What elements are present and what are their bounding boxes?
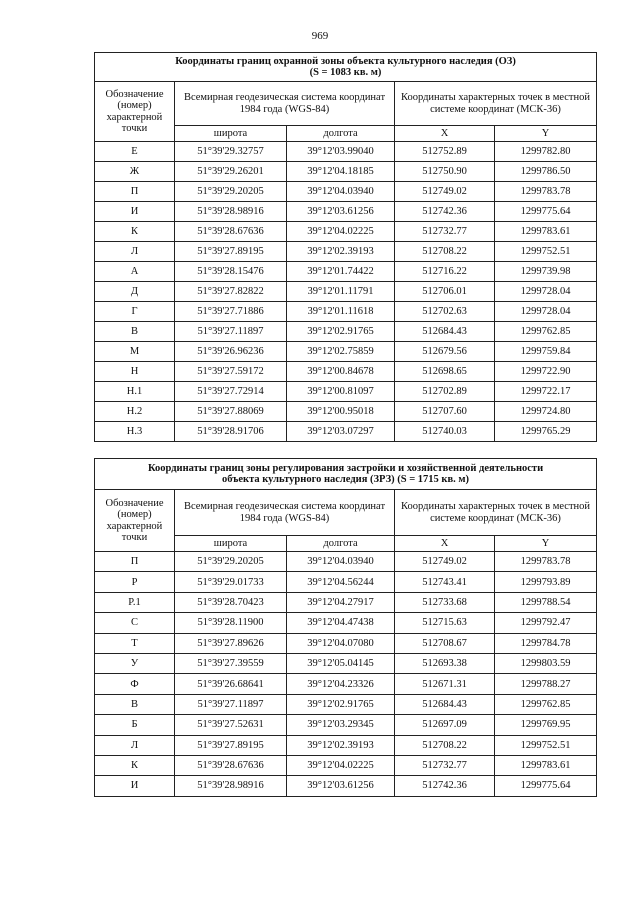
table-row xyxy=(95,776,597,796)
col-x: X xyxy=(395,126,495,142)
coord-y: 1299784.78 xyxy=(495,633,597,653)
point-label: Р.1 xyxy=(95,592,175,612)
coord-x: 512742.36 xyxy=(395,776,495,796)
coord-x: 512715.63 xyxy=(395,613,495,633)
table-zrz xyxy=(94,458,597,797)
longitude: 39°12'04.02225 xyxy=(287,755,395,775)
longitude: 39°12'04.23326 xyxy=(287,674,395,694)
point-label: К xyxy=(95,222,175,242)
table-oz-title-line2: (S = 1083 кв. м) xyxy=(309,67,382,78)
point-label: Ф xyxy=(95,674,175,694)
table-row xyxy=(95,572,597,592)
table-oz xyxy=(94,52,597,442)
point-label: Е xyxy=(95,142,175,162)
table-row xyxy=(95,755,597,775)
coord-y: 1299752.51 xyxy=(495,242,597,262)
latitude: 51°39'28.15476 xyxy=(175,262,287,282)
table-row xyxy=(95,694,597,714)
latitude: 51°39'27.39559 xyxy=(175,653,287,673)
latitude: 51°39'26.68641 xyxy=(175,674,287,694)
latitude: 51°39'27.52631 xyxy=(175,715,287,735)
col-x: X xyxy=(395,536,495,552)
coord-x: 512733.68 xyxy=(395,592,495,612)
latitude: 51°39'28.67636 xyxy=(175,222,287,242)
table-row xyxy=(95,715,597,735)
table-row xyxy=(95,342,597,362)
longitude: 39°12'04.07080 xyxy=(287,633,395,653)
coord-x: 512732.77 xyxy=(395,755,495,775)
table-row xyxy=(95,282,597,302)
coord-y: 1299752.51 xyxy=(495,735,597,755)
point-label: М xyxy=(95,342,175,362)
header-local: Координаты характерных точек в местной системе координат (МСК-36) xyxy=(395,82,597,126)
coord-y: 1299759.84 xyxy=(495,342,597,362)
coord-x: 512671.31 xyxy=(395,674,495,694)
coord-y: 1299762.85 xyxy=(495,322,597,342)
latitude: 51°39'27.89626 xyxy=(175,633,287,653)
coord-x: 512706.01 xyxy=(395,282,495,302)
point-label: С xyxy=(95,613,175,633)
table-row xyxy=(95,362,597,382)
latitude: 51°39'27.11897 xyxy=(175,322,287,342)
table-row xyxy=(95,613,597,633)
coord-y: 1299788.54 xyxy=(495,592,597,612)
table-zrz-title-line1: Координаты границ зоны регулирования застройки и хозяйственной деятельности xyxy=(147,462,544,474)
longitude: 39°12'02.91765 xyxy=(287,694,395,714)
table-row xyxy=(95,142,597,162)
table-oz-title xyxy=(95,53,597,82)
coord-y: 1299765.29 xyxy=(495,422,597,442)
point-label: У xyxy=(95,653,175,673)
latitude: 51°39'26.96236 xyxy=(175,342,287,362)
longitude: 39°12'03.61256 xyxy=(287,776,395,796)
longitude: 39°12'02.91765 xyxy=(287,322,395,342)
col-lon: долгота xyxy=(287,536,395,552)
longitude: 39°12'04.03940 xyxy=(287,182,395,202)
coord-y: 1299728.04 xyxy=(495,302,597,322)
coord-x: 512684.43 xyxy=(395,322,495,342)
table-row xyxy=(95,322,597,342)
longitude: 39°12'01.74422 xyxy=(287,262,395,282)
longitude: 39°12'04.02225 xyxy=(287,222,395,242)
coord-y: 1299788.27 xyxy=(495,674,597,694)
point-label: Л xyxy=(95,242,175,262)
longitude: 39°12'00.81097 xyxy=(287,382,395,402)
latitude: 51°39'29.20205 xyxy=(175,182,287,202)
coord-y: 1299739.98 xyxy=(495,262,597,282)
coord-y: 1299783.61 xyxy=(495,755,597,775)
table-row xyxy=(95,182,597,202)
longitude: 39°12'05.04145 xyxy=(287,653,395,673)
longitude: 39°12'04.56244 xyxy=(287,572,395,592)
coord-x: 512708.67 xyxy=(395,633,495,653)
coord-y: 1299783.78 xyxy=(495,552,597,572)
latitude: 51°39'27.89195 xyxy=(175,242,287,262)
latitude: 51°39'27.59172 xyxy=(175,362,287,382)
coord-y: 1299728.04 xyxy=(495,282,597,302)
table-row xyxy=(95,735,597,755)
coord-x: 512693.38 xyxy=(395,653,495,673)
coord-x: 512708.22 xyxy=(395,242,495,262)
point-label: Л xyxy=(95,735,175,755)
point-label: Н xyxy=(95,362,175,382)
col-lat: широта xyxy=(175,126,287,142)
coord-x: 512716.22 xyxy=(395,262,495,282)
point-label: Г xyxy=(95,302,175,322)
coord-x: 512698.65 xyxy=(395,362,495,382)
point-label: Н.2 xyxy=(95,402,175,422)
point-label: Т xyxy=(95,633,175,653)
longitude: 39°12'04.03940 xyxy=(287,552,395,572)
coord-x: 512702.89 xyxy=(395,382,495,402)
coord-x: 512732.77 xyxy=(395,222,495,242)
latitude: 51°39'27.72914 xyxy=(175,382,287,402)
longitude: 39°12'01.11618 xyxy=(287,302,395,322)
latitude: 51°39'28.98916 xyxy=(175,776,287,796)
point-label: П xyxy=(95,182,175,202)
latitude: 51°39'27.88069 xyxy=(175,402,287,422)
point-label: В xyxy=(95,694,175,714)
coord-y: 1299724.80 xyxy=(495,402,597,422)
latitude: 51°39'27.71886 xyxy=(175,302,287,322)
longitude: 39°12'03.07297 xyxy=(287,422,395,442)
coord-y: 1299803.59 xyxy=(495,653,597,673)
coord-y: 1299722.90 xyxy=(495,362,597,382)
coord-y: 1299786.50 xyxy=(495,162,597,182)
coord-x: 512684.43 xyxy=(395,694,495,714)
col-lat: широта xyxy=(175,536,287,552)
table-row xyxy=(95,162,597,182)
point-label: Р xyxy=(95,572,175,592)
latitude: 51°39'28.11900 xyxy=(175,613,287,633)
coord-x: 512749.02 xyxy=(395,552,495,572)
latitude: 51°39'29.01733 xyxy=(175,572,287,592)
page-number: 969 xyxy=(311,30,329,42)
point-label: И xyxy=(95,202,175,222)
col-lon: долгота xyxy=(287,126,395,142)
header-wgs: Всемирная геодезическая система координат 1984 года (WGS-84) xyxy=(175,82,395,126)
latitude: 51°39'28.91706 xyxy=(175,422,287,442)
point-label: П xyxy=(95,552,175,572)
coord-x: 512740.03 xyxy=(395,422,495,442)
table-row xyxy=(95,202,597,222)
col-y: Y xyxy=(495,536,597,552)
coord-x: 512743.41 xyxy=(395,572,495,592)
header-wgs: Всемирная геодезическая система координат 1984 года (WGS-84) xyxy=(175,490,395,536)
col-y: Y xyxy=(495,126,597,142)
coord-x: 512742.36 xyxy=(395,202,495,222)
coord-y: 1299762.85 xyxy=(495,694,597,714)
table-row xyxy=(95,674,597,694)
longitude: 39°12'04.27917 xyxy=(287,592,395,612)
coord-y: 1299783.78 xyxy=(495,182,597,202)
table-row xyxy=(95,382,597,402)
header-point: Обозначение (номер) характерной точки xyxy=(95,490,175,552)
table-zrz-title xyxy=(95,459,597,490)
point-label: Ж xyxy=(95,162,175,182)
coord-x: 512749.02 xyxy=(395,182,495,202)
latitude: 51°39'28.98916 xyxy=(175,202,287,222)
table-row xyxy=(95,592,597,612)
point-label: Б xyxy=(95,715,175,735)
coord-y: 1299792.47 xyxy=(495,613,597,633)
point-label: Н.3 xyxy=(95,422,175,442)
table-row xyxy=(95,552,597,572)
coord-x: 512750.90 xyxy=(395,162,495,182)
table-oz-title-line1: Координаты границ охранной зоны объекта культурного наследия (ОЗ) xyxy=(175,55,516,67)
longitude: 39°12'02.75859 xyxy=(287,342,395,362)
latitude: 51°39'27.89195 xyxy=(175,735,287,755)
coord-x: 512707.60 xyxy=(395,402,495,422)
coord-y: 1299775.64 xyxy=(495,776,597,796)
longitude: 39°12'03.61256 xyxy=(287,202,395,222)
longitude: 39°12'04.18185 xyxy=(287,162,395,182)
point-label: Д xyxy=(95,282,175,302)
header-local: Координаты характерных точек в местной системе координат (МСК-36) xyxy=(395,490,597,536)
table-row xyxy=(95,402,597,422)
coord-x: 512702.63 xyxy=(395,302,495,322)
latitude: 51°39'29.32757 xyxy=(175,142,287,162)
coord-x: 512708.22 xyxy=(395,735,495,755)
longitude: 39°12'00.95018 xyxy=(287,402,395,422)
latitude: 51°39'27.82822 xyxy=(175,282,287,302)
point-label: А xyxy=(95,262,175,282)
coord-x: 512752.89 xyxy=(395,142,495,162)
coord-x: 512679.56 xyxy=(395,342,495,362)
latitude: 51°39'28.70423 xyxy=(175,592,287,612)
latitude: 51°39'29.26201 xyxy=(175,162,287,182)
longitude: 39°12'04.47438 xyxy=(287,613,395,633)
point-label: И xyxy=(95,776,175,796)
longitude: 39°12'02.39193 xyxy=(287,735,395,755)
table-row xyxy=(95,242,597,262)
latitude: 51°39'29.20205 xyxy=(175,552,287,572)
table-row xyxy=(95,262,597,282)
table-row xyxy=(95,633,597,653)
point-label: К xyxy=(95,755,175,775)
point-label: Н.1 xyxy=(95,382,175,402)
latitude: 51°39'28.67636 xyxy=(175,755,287,775)
coord-y: 1299783.61 xyxy=(495,222,597,242)
table-row xyxy=(95,422,597,442)
coord-y: 1299793.89 xyxy=(495,572,597,592)
latitude: 51°39'27.11897 xyxy=(175,694,287,714)
coord-x: 512697.09 xyxy=(395,715,495,735)
table-row xyxy=(95,302,597,322)
coord-y: 1299722.17 xyxy=(495,382,597,402)
longitude: 39°12'02.39193 xyxy=(287,242,395,262)
longitude: 39°12'03.99040 xyxy=(287,142,395,162)
longitude: 39°12'00.84678 xyxy=(287,362,395,382)
table-row xyxy=(95,653,597,673)
coord-y: 1299782.80 xyxy=(495,142,597,162)
header-point: Обозначение (номер) характерной точки xyxy=(95,82,175,142)
table-row xyxy=(95,222,597,242)
table-zrz-title-line2: объекта культурного наследия (ЗРЗ) (S = 1715 кв. м) xyxy=(222,474,470,485)
coord-y: 1299769.95 xyxy=(495,715,597,735)
point-label: В xyxy=(95,322,175,342)
longitude: 39°12'01.11791 xyxy=(287,282,395,302)
coord-y: 1299775.64 xyxy=(495,202,597,222)
longitude: 39°12'03.29345 xyxy=(287,715,395,735)
